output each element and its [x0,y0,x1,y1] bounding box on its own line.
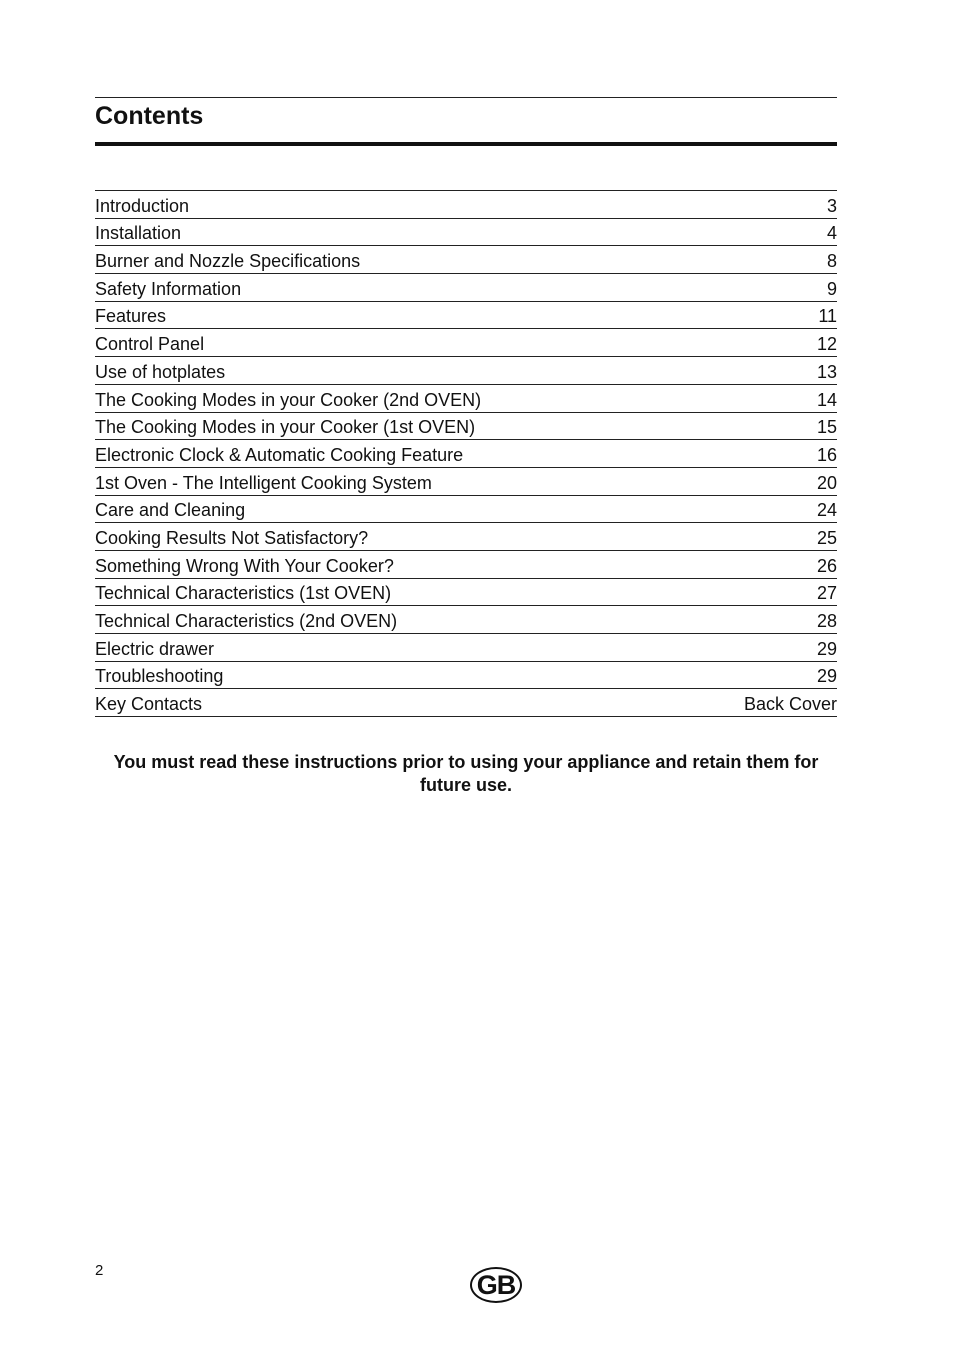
toc-entry-page: 16 [816,444,837,465]
toc-entry-page: 20 [816,472,837,493]
toc-entry[interactable] [95,689,837,717]
toc-entry[interactable] [95,634,837,662]
toc-entry-label: The Cooking Modes in your Cooker (1st OVEN) [95,417,476,438]
toc-entry-label: Troubleshooting [95,666,224,687]
toc-entry-label: Use of hotplates [95,361,226,382]
toc-entry-page: 4 [826,223,837,244]
toc-entry[interactable] [95,468,837,496]
country-badge: GB [470,1267,522,1303]
toc-entry-label: Technical Characteristics (2nd OVEN) [95,611,398,631]
toc-entry-page: Back Cover [743,694,837,715]
title-divider [95,142,837,146]
top-divider [95,97,837,98]
page-number: 2 [95,1262,104,1279]
toc-entry[interactable] [95,329,837,357]
toc-entry-page: 26 [816,555,837,576]
toc-entry[interactable] [95,606,837,634]
toc-entry[interactable] [95,551,837,579]
toc-entry-page: 28 [816,611,837,631]
page-title: Contents [95,102,204,130]
toc-entry-page: 24 [816,500,837,521]
toc-entry-page: 29 [816,666,837,687]
toc-entry[interactable] [95,523,837,551]
toc-entry-page: 13 [816,361,837,382]
toc-entry-label: Installation [95,223,182,244]
toc-entry-page: 25 [816,527,837,548]
toc-entry-label: Features [95,306,167,327]
toc-entry-page: 9 [826,278,837,299]
toc-entry[interactable] [95,440,837,468]
toc-entry-page: 8 [826,251,837,272]
toc-entry-page: 3 [826,195,837,216]
toc-entry[interactable] [95,302,837,330]
toc-entry-page: 29 [816,638,837,659]
toc-entry[interactable] [95,219,837,247]
toc-entry-label: Introduction [95,195,190,216]
toc-entry-label: Something Wrong With Your Cooker? [95,555,394,576]
toc-entry[interactable] [95,413,837,441]
toc-entry-page: 12 [816,334,837,355]
toc-entry-label: Burner and Nozzle Specifications [95,251,361,272]
toc-entry-page: 14 [816,389,837,410]
toc-entry-page: 11 [818,306,837,327]
toc-entry[interactable] [95,496,837,524]
toc-entry[interactable] [95,662,837,690]
toc-entry-label: Key Contacts [95,694,203,715]
table-of-contents [95,190,837,717]
toc-entry-label: Control Panel [95,334,205,355]
toc-entry[interactable] [95,579,837,607]
toc-entry-label: Cooking Results Not Satisfactory? [95,527,369,548]
toc-entry-label: Care and Cleaning [95,500,246,521]
toc-entry[interactable] [95,385,837,413]
toc-entry[interactable] [95,274,837,302]
toc-entry-label: Safety Information [95,278,242,299]
toc-entry-label: The Cooking Modes in your Cooker (2nd OVEN) [95,389,482,410]
toc-entry-label: Electric drawer [95,638,215,659]
toc-entry-label: Technical Characteristics (1st OVEN) [95,583,392,604]
toc-entry-label: Electronic Clock & Automatic Cooking Feature [95,444,464,465]
toc-entry[interactable] [95,246,837,274]
toc-entry[interactable] [95,357,837,385]
toc-entry-page: 15 [816,417,837,438]
instructions-notice: You must read these instructions prior to using your appliance and retain them for future use. [113,752,819,795]
toc-entry-page: 27 [816,583,837,604]
toc-entry[interactable] [95,191,837,219]
toc-entry-label: 1st Oven - The Intelligent Cooking System [95,472,432,493]
